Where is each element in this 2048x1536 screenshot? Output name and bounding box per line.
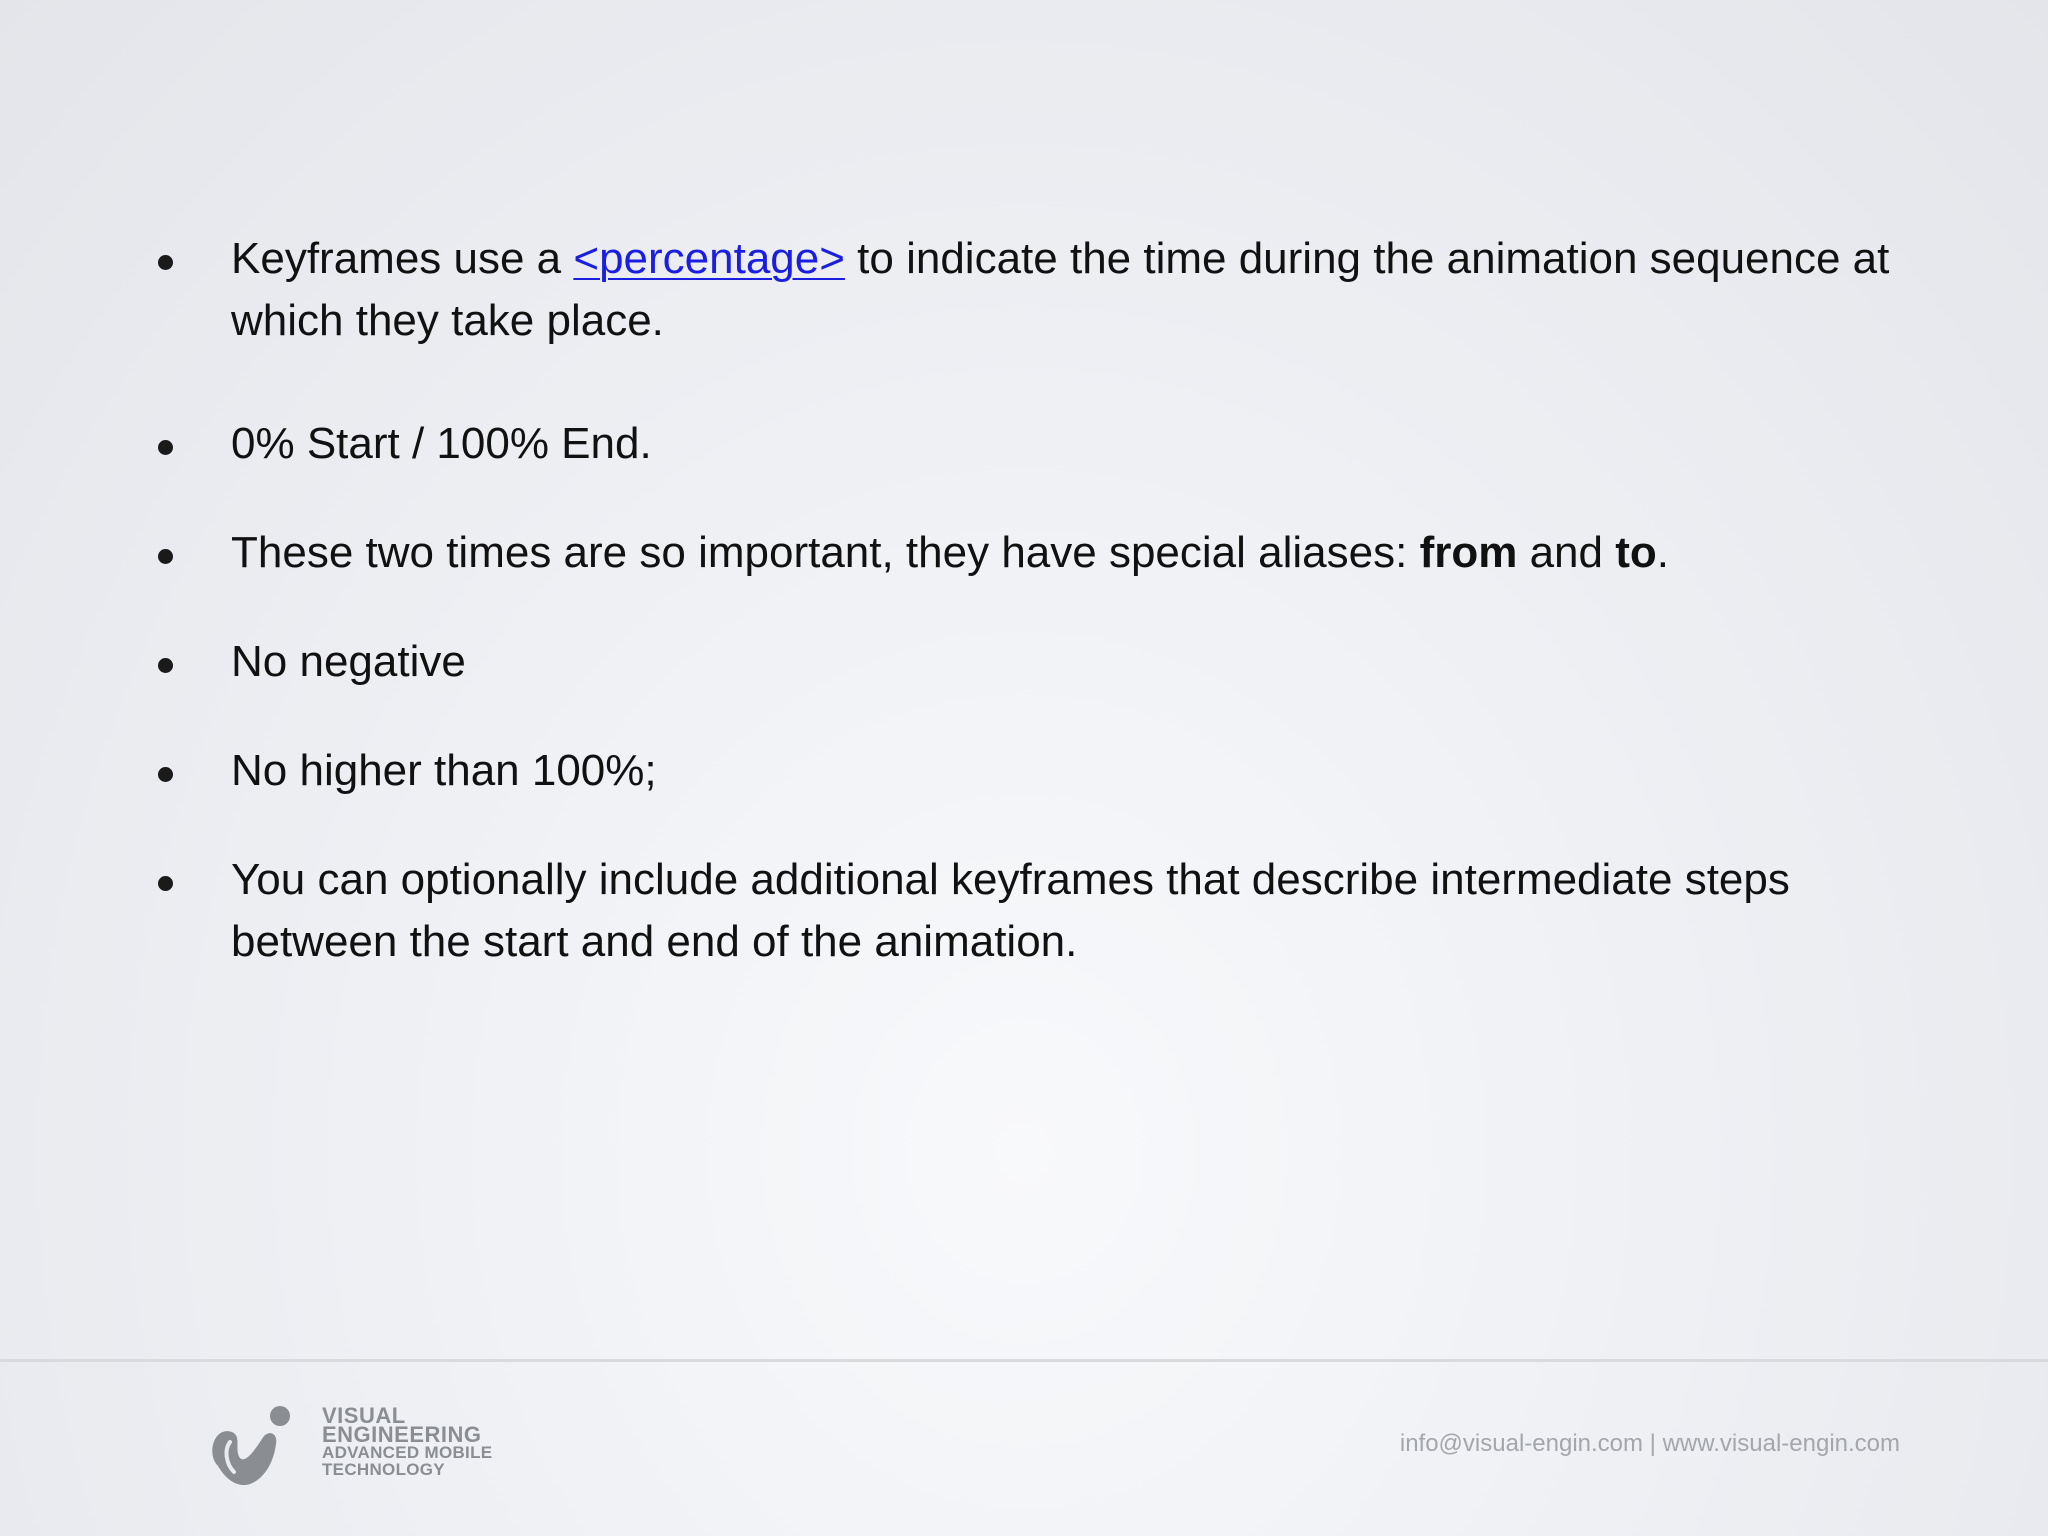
bullet-dot: [158, 255, 173, 270]
logo-wordmark: [322, 1403, 493, 1479]
bullet-text: 0% Start / 100% End.: [231, 419, 652, 468]
bullet-dot: [158, 658, 173, 673]
bullet-dot: [158, 876, 173, 891]
bullet-item-keyframes: [150, 228, 1910, 352]
visual-engineering-logo-icon: [204, 1402, 294, 1492]
logo-line-advanced-mobile: ADVANCED MOBILE: [322, 1443, 493, 1462]
bullet-item-aliases: [150, 522, 1910, 584]
bullet-text: to indicate the time during the animation sequence at which they take place.: [231, 234, 1890, 345]
bullet-text: Keyframes use a: [231, 234, 574, 283]
logo-line-technology: TECHNOLOGY: [322, 1460, 445, 1479]
alias-from: from: [1419, 528, 1518, 577]
bullet-text: No negative: [231, 637, 466, 686]
bullet-item-start-end: [150, 413, 1910, 475]
bullet-dot: [158, 549, 173, 564]
alias-to: to: [1615, 528, 1657, 577]
bullet-item-intermediate: [150, 849, 1910, 973]
bullet-text: No higher than 100%;: [231, 746, 657, 795]
bullet-text: You can optionally include additional keyframes that describe intermediate steps between the start and end of the animation.: [231, 855, 1790, 966]
percentage-link[interactable]: <percentage>: [573, 234, 845, 283]
bullet-text: .: [1656, 528, 1669, 577]
bullet-item-no-higher: [150, 740, 1910, 802]
contact-separator: |: [1643, 1430, 1663, 1457]
contact-email[interactable]: info@visual-engin.com: [1399, 1430, 1643, 1457]
footer-divider: [0, 1359, 2048, 1362]
bullet-text: These two times are so important, they have special aliases:: [231, 528, 1420, 577]
logo-line-visual: VISUAL: [322, 1403, 406, 1428]
bullet-text: and: [1517, 528, 1616, 577]
bullet-item-no-negative: [150, 631, 1910, 693]
bullet-dot: [158, 767, 173, 782]
bullet-dot: [158, 440, 173, 455]
bullet-list: [150, 228, 1910, 973]
contact-website[interactable]: www.visual-engin.com: [1662, 1430, 1900, 1457]
footer-contact: [1400, 1430, 1900, 1458]
company-logo: [204, 1402, 504, 1492]
logo-line-engineering: ENGINEERING: [322, 1422, 482, 1447]
